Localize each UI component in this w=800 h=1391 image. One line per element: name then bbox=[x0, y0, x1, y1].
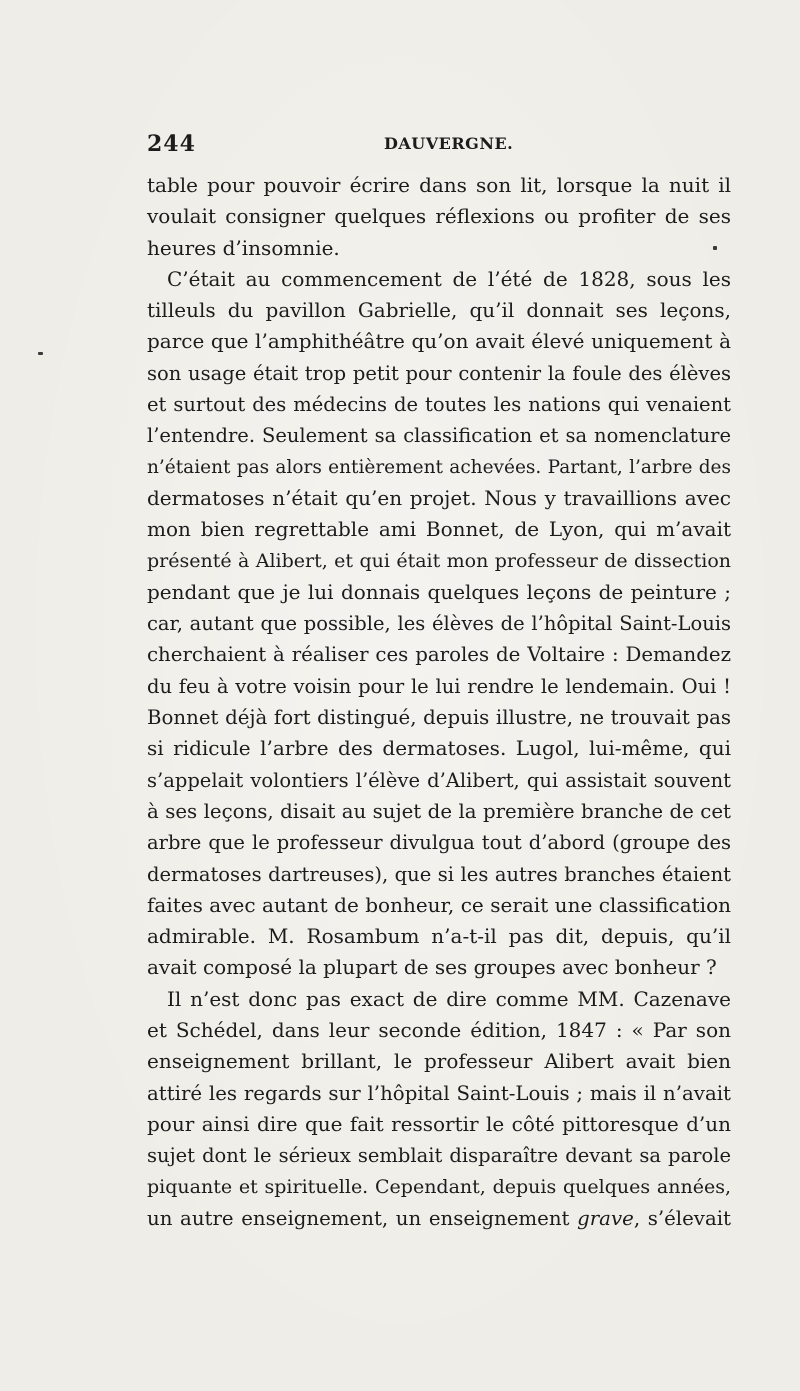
text-line: car, autant que possible, les élèves de l’hôpital Saint-Louis bbox=[147, 612, 731, 636]
body-text bbox=[147, 170, 731, 1234]
text-line: C’était au commencement de l’été de 1828, sous les bbox=[167, 266, 731, 291]
text-line: enseignement brillant, le professeur Alibert avait bien bbox=[147, 1049, 731, 1074]
text-line: pour ainsi dire que fait ressortir le côté pittoresque d’un bbox=[147, 1111, 731, 1136]
running-head bbox=[147, 131, 747, 159]
text-line: attiré les regards sur l’hôpital Saint-Louis ; mais il n’avait bbox=[147, 1081, 731, 1105]
text-line: du feu à votre voisin pour le lui rendre le lendemain. Oui ! bbox=[147, 674, 731, 698]
text-line: dermatoses n’était qu’en projet. Nous y travaillions avec bbox=[147, 485, 731, 510]
text-line: faites avec autant de bonheur, ce serait une classification bbox=[147, 892, 731, 917]
text-line: heures d’insomnie. bbox=[147, 235, 340, 260]
text-line: admirable. M. Rosambum n’a-t-il pas dit, depuis, qu’il bbox=[147, 924, 731, 949]
text-line: à ses leçons, disait au sujet de la première branche de cet bbox=[147, 799, 731, 823]
text-line: son usage était trop petit pour contenir la foule des élèves bbox=[147, 361, 731, 385]
text-line: l’entendre. Seulement sa classification et sa nomenclature bbox=[147, 424, 731, 448]
text-line: parce que l’amphithéâtre qu’on avait élevé uniquement à bbox=[147, 329, 731, 354]
text-line: Il n’est donc pas exact de dire comme MM. Cazenave bbox=[167, 986, 731, 1011]
text-line-final bbox=[147, 1203, 731, 1234]
text-line: avait composé la plupart de ses groupes avec bonheur ? bbox=[147, 955, 717, 980]
text-line: si ridicule l’arbre des dermatoses. Lugol, lui-même, qui bbox=[147, 736, 731, 761]
running-title: DAUVERGNE. bbox=[384, 134, 514, 153]
page-number: 244 bbox=[147, 131, 196, 157]
text-line: s’appelait volontiers l’élève d’Alibert, qui assistait souvent bbox=[147, 768, 731, 792]
text-line: sujet dont le sérieux semblait disparaître devant sa parole bbox=[147, 1144, 731, 1168]
final-line-before: un autre enseignement, un enseignement bbox=[147, 1206, 578, 1230]
text-line: mon bien regrettable ami Bonnet, de Lyon, qui m’avait bbox=[147, 517, 731, 542]
text-line: et surtout des médecins de toutes les nations qui venaient bbox=[147, 393, 731, 417]
print-speck bbox=[713, 246, 717, 250]
emphasized-word: grave bbox=[577, 1206, 634, 1230]
text-line: dermatoses dartreuses), que si les autres branches étaient bbox=[147, 862, 731, 886]
text-line: piquante et spirituelle. Cependant, depuis quelques années, bbox=[147, 1175, 731, 1198]
print-speck bbox=[38, 352, 43, 355]
text-line: tilleuls du pavillon Gabrielle, qu’il donnait ses leçons, bbox=[147, 298, 731, 323]
text-line: présenté à Alibert, et qui était mon professeur de dissection bbox=[147, 549, 731, 572]
text-line: table pour pouvoir écrire dans son lit, lorsque la nuit il bbox=[147, 173, 731, 197]
text-line: et Schédel, dans leur seconde édition, 1847 : « Par son bbox=[147, 1018, 731, 1043]
text-line: Bonnet déjà fort distingué, depuis illustre, ne trouvait pas bbox=[147, 706, 731, 730]
text-line: arbre que le professeur divulgua tout d’abord (groupe des bbox=[147, 831, 731, 855]
text-line: n’étaient pas alors entièrement achevées. Partant, l’arbre des bbox=[147, 456, 731, 478]
text-line: voulait consigner quelques réflexions ou profiter de ses bbox=[147, 204, 731, 229]
text-line: pendant que je lui donnais quelques leçons de peinture ; bbox=[147, 579, 731, 604]
text-line: cherchaient à réaliser ces paroles de Voltaire : Demandez bbox=[147, 643, 731, 667]
final-line-after: , s’élevait bbox=[633, 1206, 731, 1230]
